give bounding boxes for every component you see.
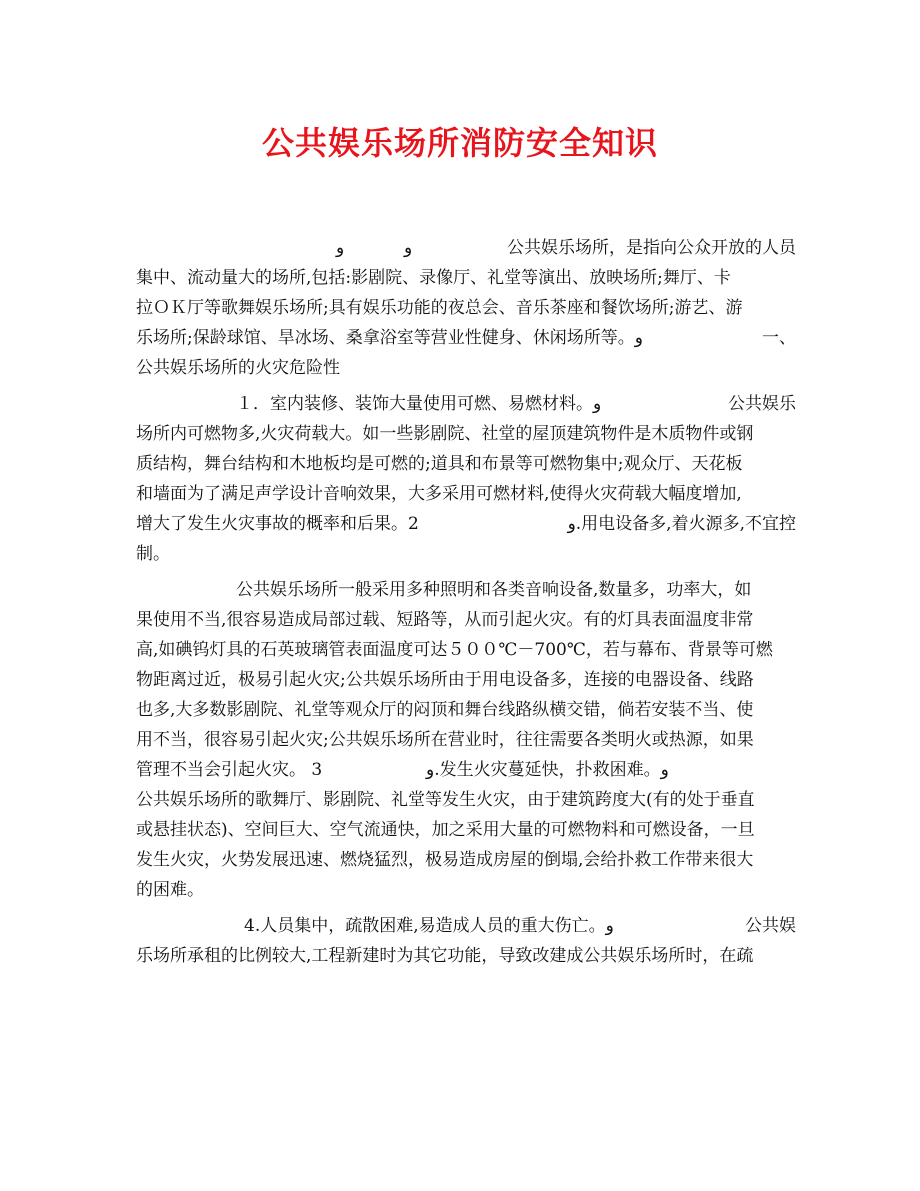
line-text: 管理不当会引起火灾。 3	[136, 760, 323, 780]
text-line	[136, 785, 796, 815]
line-text: 质结构，舞台结构和木地板均是可燃的;道具和布景等可燃物集中;观众厅、天花板	[136, 454, 743, 474]
line-text: 增大了发生火灾事故的概率和后果。2	[136, 514, 419, 534]
line-segment: و.发生火灾蔓延快，扑救困难。و	[426, 760, 669, 780]
text-line	[136, 263, 796, 293]
document-body	[136, 233, 796, 971]
line-text: 果使用不当,很容易造成局部过载、短路等，从而引起火灾。有的灯具表面温度非常	[136, 610, 754, 630]
line-segment: 公共娱乐	[728, 394, 796, 414]
line-text: 高,如碘钨灯具的石英玻璃管表面温度可达５００℃－700℃，若与幕布、背景等可燃	[136, 640, 773, 660]
line-segment: 一、	[762, 328, 796, 348]
text-line	[136, 665, 796, 695]
text-line	[136, 725, 796, 755]
line-segment: 公共娱乐场所，是指向公众开放的人员	[507, 238, 796, 258]
text-line	[136, 509, 796, 539]
line-segment: و.用电设备多,着火源多,不宜控	[567, 514, 796, 534]
line-text: １．室内装修、装饰大量使用可燃、易燃材料。و	[236, 394, 602, 414]
line-segment: و	[404, 238, 413, 258]
document-title: 公共娱乐场所消防安全知识	[261, 124, 658, 162]
text-line	[136, 815, 796, 845]
text-line	[136, 755, 796, 785]
line-indent	[136, 233, 336, 263]
line-text: 用不当，很容易引起火灾;公共娱乐场所在营业时，往往需要各类明火或热源，如果	[136, 730, 754, 750]
text-line	[136, 635, 796, 665]
line-text: 发生火灾，火势发展迅速、燃烧猛烈，极易造成房屋的倒塌,会给扑救工作带来很大	[136, 850, 754, 870]
line-text: 公共娱乐场所一般采用多种照明和各类音响设备,数量多，功率大，如	[236, 580, 752, 600]
text-line	[136, 941, 796, 971]
text-line	[136, 845, 796, 875]
text-line	[136, 479, 796, 509]
text-line	[136, 323, 796, 353]
text-line	[136, 419, 796, 449]
text-line	[136, 353, 796, 383]
text-line	[136, 449, 796, 479]
line-segment: 公共娱	[745, 916, 796, 936]
section-heading: 公共娱乐场所的火灾危险性	[136, 358, 340, 378]
line-text: 和墙面为了满足声学设计音响效果，大多采用可燃材料,使得火灾荷载大幅度增加,	[136, 484, 742, 504]
line-segment: و	[336, 238, 345, 258]
text-line	[136, 605, 796, 635]
text-line	[136, 293, 796, 323]
text-line	[136, 695, 796, 725]
text-line	[136, 875, 796, 905]
line-text: 集中、流动量大的场所,包括:影剧院、录像厅、礼堂等演出、放映场所;舞厅、卡	[136, 268, 731, 288]
line-text: 物距离过近，极易引起火灾;公共娱乐场所由于用电设备多，连接的电器设备、线路	[136, 670, 754, 690]
line-text: 或悬挂状态)、空间巨大、空气流通快，加之采用大量的可燃物料和可燃设备，一旦	[136, 820, 755, 840]
text-line	[136, 911, 796, 941]
line-text: 乐场所承租的比例较大,工程新建时为其它功能，导致改建成公共娱乐场所时，在疏	[136, 946, 754, 966]
text-line	[136, 233, 796, 263]
line-text: 4.人员集中，疏散困难,易造成人员的重大伤亡。و	[244, 916, 614, 936]
line-text: 拉ＯＫ厅等歌舞娱乐场所;具有娱乐功能的夜总会、音乐茶座和餐饮场所;游艺、游	[136, 298, 743, 318]
text-line	[136, 389, 796, 419]
line-text: 公共娱乐场所的歌舞厅、影剧院、礼堂等发生火灾，由于建筑跨度大(有的处于垂直	[136, 790, 755, 810]
line-text: 也多,大多数影剧院、礼堂等观众厅的闷顶和舞台线路纵横交错，倘若安装不当、使	[136, 700, 754, 720]
line-text: 制。	[136, 544, 170, 564]
text-line	[136, 575, 796, 605]
text-line	[136, 539, 796, 569]
line-text: 场所内可燃物多,火灾荷载大。如一些影剧院、社堂的屋顶建筑物件是木质物件或钢	[136, 424, 754, 444]
line-text: 乐场所;保龄球馆、旱冰场、桑拿浴室等营业性健身、休闲场所等。و	[136, 328, 643, 348]
line-text: 的困难。	[136, 880, 204, 900]
